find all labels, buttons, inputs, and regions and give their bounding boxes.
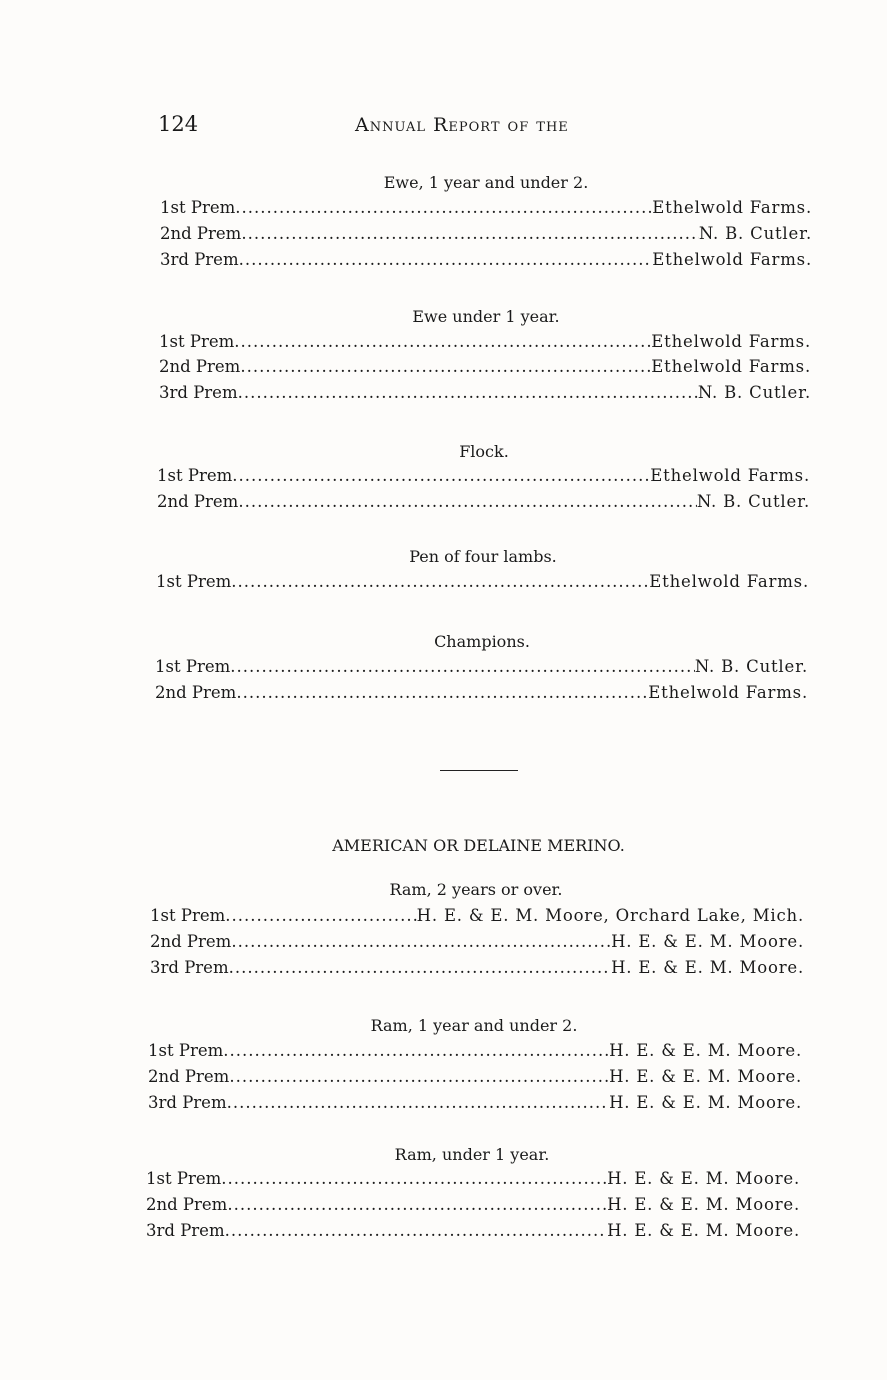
winner-name: Ethelwold Farms. (648, 683, 808, 702)
class-heading: Ewe under 1 year. (412, 307, 560, 326)
dot-leader (225, 1221, 607, 1240)
winner-name: H. E. & E. M. Moore. (611, 932, 804, 951)
section-title: AMERICAN OR DELAINE MERINO. (332, 836, 625, 855)
place-label: 3rd Prem (159, 383, 238, 402)
dot-leader (235, 198, 652, 217)
award-entry (150, 958, 804, 982)
award-entry (159, 383, 811, 407)
dot-leader (236, 683, 648, 702)
winner-name: H. E. & E. M. Moore, Orchard Lake, Mich. (416, 906, 804, 925)
place-label: 1st Prem (157, 466, 233, 485)
place-label: 1st Prem (148, 1041, 224, 1060)
class-heading: Flock. (459, 442, 509, 461)
award-entry (160, 224, 812, 248)
winner-name: H. E. & E. M. Moore. (609, 1093, 802, 1112)
winner-name: Ethelwold Farms. (651, 332, 811, 351)
place-label: 3rd Prem (148, 1093, 227, 1112)
place-label: 1st Prem (156, 572, 232, 591)
award-entry (148, 1041, 802, 1065)
dot-leader (230, 657, 695, 676)
dot-leader (231, 932, 611, 951)
class-heading: Ram, 1 year and under 2. (370, 1016, 578, 1035)
page-header (158, 112, 618, 142)
class-heading: Ram, 2 years or over. (389, 880, 563, 899)
winner-name: N. B. Cutler. (697, 383, 811, 402)
award-entry (157, 466, 810, 490)
winner-name: H. E. & E. M. Moore. (607, 1221, 800, 1240)
award-entry (155, 683, 808, 707)
running-title: Annual Report of the (355, 114, 569, 136)
place-label: 2nd Prem (150, 932, 232, 951)
page-number: 124 (158, 112, 199, 136)
place-label: 3rd Prem (160, 250, 239, 269)
winner-name: H. E. & E. M. Moore. (607, 1195, 800, 1214)
winner-name: H. E. & E. M. Moore. (607, 1169, 800, 1188)
place-label: 1st Prem (159, 332, 235, 351)
winner-name: Ethelwold Farms. (652, 198, 812, 217)
winner-name: N. B. Cutler. (698, 224, 812, 243)
award-entry (157, 492, 810, 516)
dot-leader (223, 1041, 609, 1060)
award-entry (160, 250, 812, 274)
award-entry (148, 1067, 802, 1091)
dot-leader (227, 1093, 609, 1112)
award-entry (146, 1169, 800, 1193)
dot-leader (221, 1169, 607, 1188)
winner-name: Ethelwold Farms. (651, 357, 811, 376)
award-entry (155, 657, 808, 681)
winner-name: Ethelwold Farms. (652, 250, 812, 269)
place-label: 2nd Prem (159, 357, 241, 376)
dot-leader (238, 383, 698, 402)
winner-name: N. B. Cutler. (694, 657, 808, 676)
award-entry (146, 1195, 800, 1219)
dot-leader (241, 224, 699, 243)
place-label: 3rd Prem (146, 1221, 225, 1240)
winner-name: N. B. Cutler. (696, 492, 810, 511)
winner-name: H. E. & E. M. Moore. (611, 958, 804, 977)
award-entry (159, 332, 811, 356)
place-label: 1st Prem (146, 1169, 222, 1188)
dot-leader (225, 906, 416, 925)
section-divider (440, 770, 518, 771)
class-heading: Champions. (434, 632, 530, 651)
award-entry (150, 906, 804, 930)
dot-leader (229, 1067, 609, 1086)
award-entry (146, 1221, 800, 1245)
place-label: 2nd Prem (155, 683, 237, 702)
winner-name: H. E. & E. M. Moore. (609, 1041, 802, 1060)
dot-leader (231, 572, 649, 591)
place-label: 3rd Prem (150, 958, 229, 977)
winner-name: Ethelwold Farms. (650, 466, 810, 485)
award-entry (150, 932, 804, 956)
dot-leader (239, 250, 653, 269)
award-entry (148, 1093, 802, 1117)
place-label: 2nd Prem (157, 492, 239, 511)
place-label: 1st Prem (150, 906, 226, 925)
class-heading: Ram, under 1 year. (394, 1145, 550, 1164)
award-entry (160, 198, 812, 222)
place-label: 2nd Prem (148, 1067, 230, 1086)
class-heading: Ewe, 1 year and under 2. (383, 173, 589, 192)
class-heading: Pen of four lambs. (409, 547, 557, 566)
award-entry (156, 572, 809, 596)
winner-name: H. E. & E. M. Moore. (609, 1067, 802, 1086)
winner-name: Ethelwold Farms. (649, 572, 809, 591)
place-label: 1st Prem (160, 198, 236, 217)
place-label: 1st Prem (155, 657, 231, 676)
place-label: 2nd Prem (146, 1195, 228, 1214)
dot-leader (240, 357, 651, 376)
dot-leader (238, 492, 697, 511)
award-entry (159, 357, 811, 381)
dot-leader (227, 1195, 607, 1214)
dot-leader (234, 332, 651, 351)
dot-leader (229, 958, 611, 977)
place-label: 2nd Prem (160, 224, 242, 243)
dot-leader (232, 466, 650, 485)
